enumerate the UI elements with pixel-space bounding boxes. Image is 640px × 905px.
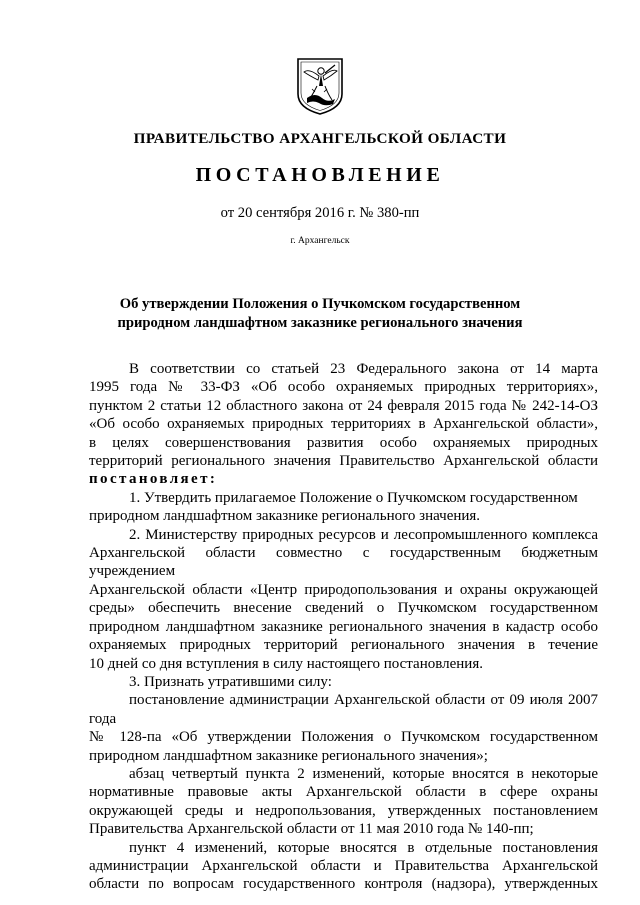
paragraph-2-line: 10 дней со дня вступления в силу настоящего постановления. xyxy=(89,655,483,672)
paragraph-3a-line: № 128-па «Об утверждении Положения о Пучкомском государственном xyxy=(89,729,598,746)
resolves-word: постановляет: xyxy=(89,471,218,488)
paragraph-3a-line: природном ландшафтном заказнике регионального значения»; xyxy=(89,747,488,764)
preamble-line: пунктом 2 статьи 12 областного закона от 24 февраля 2015 года № 242-14-ОЗ xyxy=(89,397,598,414)
document-title-line: природном ландшафтном заказнике регионального значения xyxy=(117,315,523,331)
preamble-line: в целях совершенствования развития особо охраняемых природных xyxy=(89,434,598,451)
paragraph-3b-line: абзац четвертый пункта 2 изменений, которые вносятся в некоторые xyxy=(129,765,598,782)
paragraph-3c-line: администрации Архангельской области и Правительства Архангельской xyxy=(89,857,598,874)
preamble-line: 1995 года № 33-ФЗ «Об особо охраняемых природных территориях», xyxy=(89,379,598,396)
paragraph-3c-line: области по вопросам государственного контроля (надзора), утвержденных xyxy=(89,876,598,893)
paragraph-3-line: 3. Признать утратившими силу: xyxy=(129,673,332,690)
paragraph-2-line: среды» обеспечить внесение сведений о Пучкомском государственном xyxy=(89,600,598,617)
paragraph-3b-line: нормативные правовые акты Архангельской области в сфере охраны xyxy=(89,784,598,801)
document-date-number: от 20 сентября 2016 г. № 380-пп xyxy=(220,205,420,221)
paragraph-2-line: охраняемых природных территорий регионального значения в течение xyxy=(89,637,598,654)
paragraph-2-line: Архангельской области «Центр природопользования и охраны окружающей xyxy=(89,581,598,598)
coat-of-arms-emblem xyxy=(295,56,345,116)
paragraph-2-line: 2. Министерству природных ресурсов и лесопромышленного комплекса xyxy=(129,526,598,543)
paragraph-3c-line: пункт 4 изменений, которые вносятся в отдельные постановления xyxy=(129,839,598,856)
paragraph-3a-line: постановление администрации Архангельской области от 09 июля 2007 года xyxy=(89,692,598,727)
government-name: ПРАВИТЕЛЬСТВО АРХАНГЕЛЬСКОЙ ОБЛАСТИ xyxy=(133,130,507,147)
document-title xyxy=(60,295,580,333)
document-body xyxy=(89,360,598,894)
paragraph-2-line: природном ландшафтном заказнике регионального значения в кадастр особо xyxy=(89,618,598,635)
paragraph-3b-line: окружающей среды и недропользования, утвержденных постановлением xyxy=(89,802,598,819)
document-title-line: Об утверждении Положения о Пучкомском государственном xyxy=(119,296,521,312)
preamble-line: территорий регионального значения Правительство Архангельской области xyxy=(89,453,598,470)
paragraph-3b-line: Правительства Архангельской области от 11 мая 2010 года № 140-пп; xyxy=(89,821,534,838)
paragraph-2-line: Архангельской области совместно с государственным бюджетным учреждением xyxy=(89,545,598,580)
paragraph-1-line: 1. Утвердить прилагаемое Положение о Пучкомском государственном xyxy=(129,489,578,506)
paragraph-1-line: природном ландшафтном заказнике регионального значения. xyxy=(89,508,481,525)
document-type-heading: ПОСТАНОВЛЕНИЕ xyxy=(195,164,445,186)
archangel-emblem-icon xyxy=(295,56,345,116)
preamble-line: «Об особо охраняемых природных территориях в Архангельской области», xyxy=(89,416,598,433)
preamble-line: В соответствии со статьей 23 Федерального закона от 14 марта xyxy=(129,361,598,377)
document-city: г. Архангельск xyxy=(290,236,350,246)
